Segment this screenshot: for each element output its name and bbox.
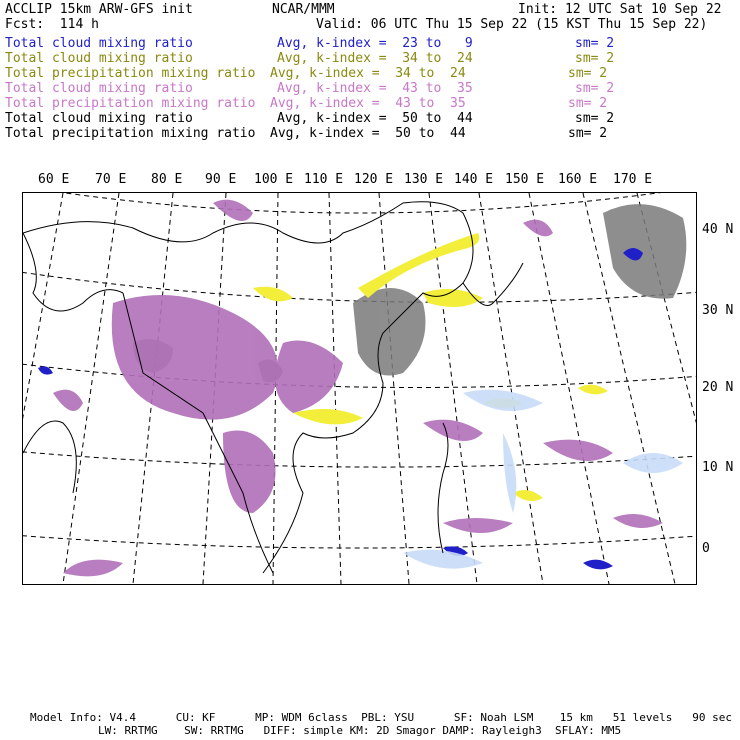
field-name: Total cloud mixing ratio xyxy=(5,111,193,126)
field-avg: Avg, k-index = 50 to 44 xyxy=(270,126,466,141)
lon-label: 170 E xyxy=(613,172,653,187)
lon-label: 70 E xyxy=(95,172,127,187)
field-avg: Avg, k-index = 34 to 24 xyxy=(270,66,466,81)
field-name: Total precipitation mixing ratio xyxy=(5,96,256,111)
field-avg: Avg, k-index = 43 to 35 xyxy=(277,81,473,96)
forecast-map xyxy=(22,192,697,585)
lon-label: 60 E xyxy=(38,172,70,187)
forecast-hour: Fcst: 114 h xyxy=(5,17,99,32)
lon-label: 80 E xyxy=(151,172,183,187)
lon-label: 110 E xyxy=(304,172,344,187)
lat-label: 30 N xyxy=(702,303,734,318)
field-avg: Avg, k-index = 50 to 44 xyxy=(277,111,473,126)
valid-time: Valid: 06 UTC Thu 15 Sep 22 (15 KST Thu 15 Sep 22) xyxy=(316,17,708,32)
field-name: Total cloud mixing ratio xyxy=(5,51,193,66)
lon-label: 150 E xyxy=(505,172,545,187)
field-name: Total cloud mixing ratio xyxy=(5,36,193,51)
model-info-line2: LW: RRTMG SW: RRTMG DIFF: simple KM: 2D Smagor DAMP: Rayleigh3 SFLAY: MM5 xyxy=(98,724,622,737)
field-row-7 xyxy=(5,126,735,141)
field-avg: Avg, k-index = 23 to 9 xyxy=(277,36,473,51)
upper-cloud-shading xyxy=(53,200,663,577)
lon-label: 160 E xyxy=(558,172,598,187)
lon-label: 140 E xyxy=(454,172,494,187)
lat-label: 20 N xyxy=(702,380,734,395)
field-avg: Avg, k-index = 34 to 24 xyxy=(277,51,473,66)
field-sm: sm= 2 xyxy=(568,66,608,81)
field-sm: sm= 2 xyxy=(575,81,615,96)
model-info-line1: Model Info: V4.4 CU: KF MP: WDM 6class PBL: YSU SF: Noah LSM 15 km 51 levels 90 sec xyxy=(30,711,732,724)
field-name: Total precipitation mixing ratio xyxy=(5,66,256,81)
field-sm: sm= 2 xyxy=(575,51,615,66)
model-title: ACCLIP 15km ARW-GFS init xyxy=(5,2,193,17)
field-sm: sm= 2 xyxy=(568,96,608,111)
map-canvas xyxy=(23,193,696,584)
field-row-1 xyxy=(5,36,735,51)
field-sm: sm= 2 xyxy=(568,126,608,141)
low-cloud-shading xyxy=(38,248,643,569)
lat-label: 0 xyxy=(702,541,710,556)
field-row-2 xyxy=(5,51,735,66)
field-name: Total cloud mixing ratio xyxy=(5,81,193,96)
field-row-6 xyxy=(5,111,735,126)
lon-label: 120 E xyxy=(354,172,394,187)
field-sm: sm= 2 xyxy=(575,111,615,126)
field-avg: Avg, k-index = 43 to 35 xyxy=(270,96,466,111)
lon-label: 100 E xyxy=(254,172,294,187)
field-sm: sm= 2 xyxy=(575,36,615,51)
center-label: NCAR/MMM xyxy=(272,2,335,17)
init-time: Init: 12 UTC Sat 10 Sep 22 xyxy=(518,2,722,17)
lat-label: 10 N xyxy=(702,460,734,475)
lon-label: 90 E xyxy=(205,172,237,187)
field-row-5 xyxy=(5,96,735,111)
low-cloud-light-shading xyxy=(403,390,683,569)
field-name: Total precipitation mixing ratio xyxy=(5,126,256,141)
lon-label: 130 E xyxy=(404,172,444,187)
field-row-3 xyxy=(5,66,735,81)
lat-label: 40 N xyxy=(702,222,734,237)
field-row-4 xyxy=(5,81,735,96)
